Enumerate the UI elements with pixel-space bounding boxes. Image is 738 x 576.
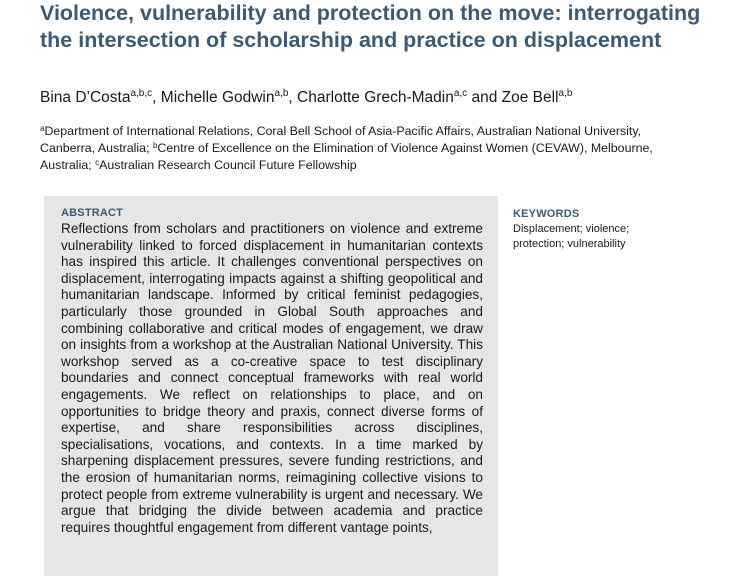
- keywords-block: [513, 207, 653, 252]
- affiliation-marker-b: b: [152, 141, 158, 150]
- affiliation-a: Department of International Relations, Coral Bell School of Asia-Pacific Affairs, Australian National University, Canberra, Australia;: [40, 124, 642, 155]
- abstract-box: [44, 196, 498, 576]
- affiliations: [40, 123, 680, 174]
- abstract-heading: ABSTRACT: [61, 207, 124, 219]
- title-block: [40, 0, 730, 53]
- author-name: Michelle Godwin: [160, 89, 275, 106]
- author-separator: ,: [288, 89, 298, 106]
- paper-title: Violence, vulnerability and protection on the move: interrogating the intersection of scholarship and practice on displacement: [40, 1, 701, 52]
- author-name: Bina D’Costa: [40, 89, 131, 106]
- keywords-text: Displacement; violence; protection; vulnerability: [513, 223, 630, 250]
- author: [40, 89, 152, 106]
- affiliation-marker-c: c: [95, 158, 100, 167]
- author-affiliation-marker: a,c: [453, 88, 468, 99]
- abstract-text: Reflections from scholars and practitioners on violence and extreme vulnerability linked to forced displacement in humanitarian contexts has inspired this article. It challenges conventional perspectives on displacement, interrogating impacts against a shifting geopolitical and humanitarian landscape. Informed by critical feminist pedagogies, particularly those grounded in Global South approaches and combining collaborative and critical modes of engagement, we draw on insights from a workshop at the Australian National University. This workshop served as a co-creative space to test disciplinary boundaries and connect conceptual frameworks with real world engagements. We reflect on relationships to place, and on opportunities to bridge theory and praxis, connect diverse forms of expertise, and share responsibilities across disciplines, specialisations, vocations, and contexts. In a time marked by sharpening displacement pressures, severe funding restrictions, and the erosion of humanitarian norms, reimagining collective visions to protect people from extreme vulnerability is urgent and necessary. We argue that bridging the divide between academia and practice requires thoughtful engagement from different vantage points,: [61, 221, 483, 535]
- author-separator: and: [467, 89, 502, 106]
- author-affiliation-marker: a,b: [558, 88, 573, 99]
- author: [161, 89, 289, 106]
- affiliation-c: Australian Research Council Future Fellowship: [99, 158, 357, 172]
- affiliation-marker-a: a: [40, 124, 45, 133]
- author: [297, 89, 467, 106]
- author: [502, 89, 573, 106]
- author-name: Zoe Bell: [501, 89, 559, 106]
- affiliation-b: Centre of Excellence on the Elimination of Violence Against Women (CEVAW), Melbourne, Australia;: [40, 141, 653, 172]
- author-name: Charlotte Grech-Madin: [297, 89, 454, 106]
- author-separator: ,: [152, 89, 161, 106]
- author-list: [40, 88, 572, 108]
- author-affiliation-marker: a,b: [274, 88, 289, 99]
- author-affiliation-marker: a,b,c: [130, 88, 153, 99]
- keywords-heading: KEYWORDS: [513, 208, 580, 220]
